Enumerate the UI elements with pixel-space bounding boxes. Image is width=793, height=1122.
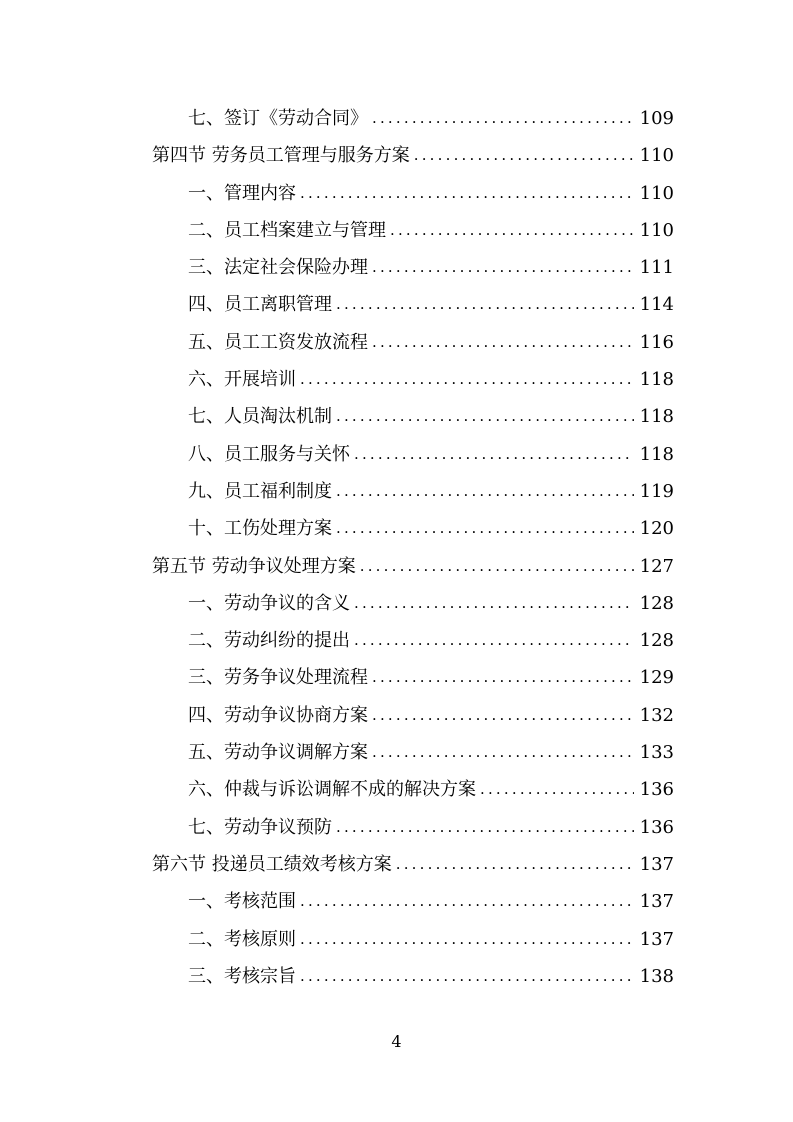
toc-entry-page: 111 [639,257,674,279]
toc-entry-title: 六、仲裁与诉讼调解不成的解决方案 [188,779,476,801]
toc-dot-leader [372,659,634,696]
toc-entry-title: 一、考核范围 [188,891,296,913]
table-of-contents [152,100,674,995]
toc-entry-title: 二、劳动纠纷的提出 [188,630,350,652]
toc-dot-leader [372,697,634,734]
toc-entry[interactable] [152,212,674,249]
toc-entry-title: 第六节 投递员工绩效考核方案 [152,853,392,875]
toc-entry[interactable] [152,324,674,361]
toc-entry-page: 110 [639,145,674,167]
toc-entry-title: 五、劳动争议调解方案 [188,742,368,764]
toc-entry-title: 九、员工福利制度 [188,480,332,502]
toc-entry[interactable] [152,137,674,174]
toc-entry[interactable] [152,697,674,734]
toc-entry[interactable] [152,585,674,622]
toc-entry-page: 119 [639,480,674,502]
toc-entry-page: 133 [639,742,674,764]
toc-entry-page: 116 [639,331,674,353]
toc-entry[interactable] [152,734,674,771]
toc-entry-page: 118 [639,369,674,391]
toc-dot-leader [336,473,634,510]
toc-entry-title: 七、人员淘汰机制 [188,406,332,428]
toc-entry[interactable] [152,622,674,659]
toc-entry-title: 第五节 劳动争议处理方案 [152,555,356,577]
toc-entry[interactable] [152,100,674,137]
toc-entry-page: 138 [639,965,674,987]
toc-entry-title: 七、劳动争议预防 [188,816,332,838]
toc-entry-page: 120 [639,518,674,540]
toc-entry[interactable] [152,436,674,473]
toc-entry-title: 三、劳务争议处理流程 [188,667,368,689]
toc-entry-page: 132 [639,704,674,726]
toc-entry[interactable] [152,548,674,585]
toc-entry[interactable] [152,361,674,398]
toc-entry-title: 四、劳动争议协商方案 [188,704,368,726]
toc-entry-page: 128 [639,592,674,614]
toc-dot-leader [396,846,634,883]
toc-entry-page: 110 [639,219,674,241]
toc-dot-leader [336,510,634,547]
toc-entry-title: 三、考核宗旨 [188,965,296,987]
toc-dot-leader [372,249,634,286]
toc-dot-leader [372,324,634,361]
toc-entry-page: 127 [639,555,674,577]
toc-dot-leader [354,585,634,622]
toc-dot-leader [372,734,634,771]
toc-dot-leader [336,286,634,323]
toc-entry-page: 137 [639,928,674,950]
toc-entry[interactable] [152,846,674,883]
toc-entry-title: 一、劳动争议的含义 [188,592,350,614]
toc-entry[interactable] [152,809,674,846]
toc-dot-leader [372,100,634,137]
toc-dot-leader [354,622,634,659]
toc-entry-title: 六、开展培训 [188,369,296,391]
toc-dot-leader [336,398,634,435]
toc-entry-title: 七、签订《劳动合同》 [188,108,368,129]
toc-entry-title: 二、考核原则 [188,928,296,950]
toc-dot-leader [354,436,634,473]
toc-entry-page: 137 [639,853,674,875]
toc-entry-page: 136 [639,779,674,801]
toc-entry[interactable] [152,249,674,286]
toc-entry-page: 128 [639,630,674,652]
toc-entry[interactable] [152,473,674,510]
page-number: 4 [391,1032,402,1051]
toc-entry-page: 118 [639,443,674,465]
toc-entry-page: 129 [639,667,674,689]
toc-dot-leader [300,883,634,920]
toc-entry-page: 109 [639,108,674,129]
toc-entry-title: 四、员工离职管理 [188,294,332,316]
toc-dot-leader [300,921,634,958]
toc-entry-page: 137 [639,891,674,913]
toc-dot-leader [300,958,634,995]
toc-entry-title: 三、法定社会保险办理 [188,257,368,279]
toc-entry[interactable] [152,659,674,696]
toc-entry-page: 118 [639,406,674,428]
toc-dot-leader [360,548,634,585]
toc-entry-page: 114 [639,294,674,316]
toc-entry[interactable] [152,921,674,958]
toc-entry-title: 二、员工档案建立与管理 [188,219,386,241]
toc-entry-page: 110 [639,182,674,204]
toc-entry-title: 五、员工工资发放流程 [188,331,368,353]
toc-entry-title: 一、管理内容 [188,182,296,204]
toc-entry-title: 十、工伤处理方案 [188,518,332,540]
toc-dot-leader [390,212,634,249]
toc-entry-title: 八、员工服务与关怀 [188,443,350,465]
toc-dot-leader [480,771,634,808]
toc-dot-leader [300,175,634,212]
toc-entry-title: 第四节 劳务员工管理与服务方案 [152,145,410,167]
toc-dot-leader [300,361,634,398]
toc-entry-page: 136 [639,816,674,838]
toc-dot-leader [414,137,634,174]
toc-entry[interactable] [152,175,674,212]
toc-entry[interactable] [152,958,674,995]
toc-entry[interactable] [152,771,674,808]
toc-entry[interactable] [152,286,674,323]
toc-entry[interactable] [152,510,674,547]
toc-entry[interactable] [152,883,674,920]
toc-entry[interactable] [152,398,674,435]
toc-dot-leader [336,809,634,846]
